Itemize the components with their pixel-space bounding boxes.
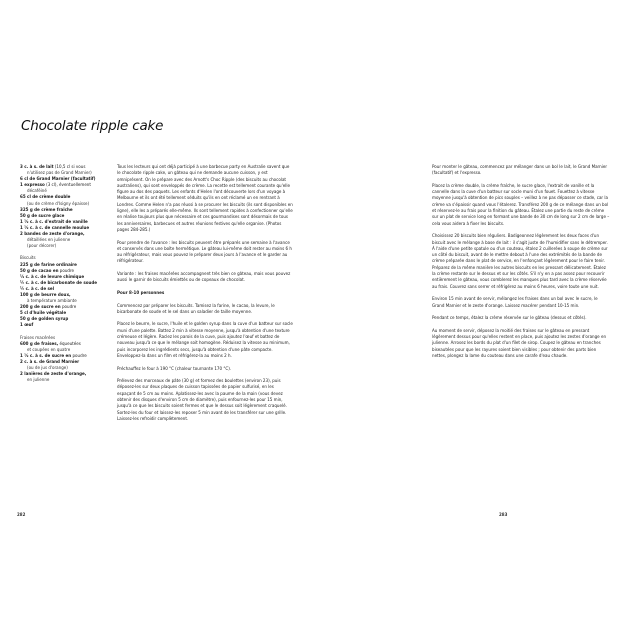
method-step: Placez le beurre, le sucre, l'huile et le golden syrup dans la cuve d'un batteur sur socle muni d'une palette. Battez 2 min à vitesse moyenne, jusqu'à obtention d'une texture crémeuse et légère. Raclez les parois de la cuve, puis ajoutez l'œuf et battez de nouveau jusqu'à ce que le mélange soit homogène. Réduisez la vitesse au minimum, puis incorporez les ingrédients secs, jusqu'à obtention d'une pâte compacte. Enveloppez-la dans un film et réfrigérez-la au moins 2 h.	[117, 321, 293, 358]
page-number-left: 282	[17, 512, 26, 517]
ingredient-quantity: 225 g de farine ordinaire	[20, 261, 77, 267]
ingredient-quantity: 3 c. à s. de lait	[20, 164, 54, 169]
ingredient-quantity: ½ c. à c. de levure chimique	[20, 273, 85, 279]
ingredient-quantity: ¼ c. à c. de sel	[20, 285, 55, 291]
biscuits-heading: Biscuits	[20, 255, 36, 261]
ingredient-quantity: 1 ½ c. à c. d'extrait de vanille	[20, 218, 88, 224]
ingredient-note: poudre	[58, 267, 75, 273]
ingredient-quantity: 50 g de golden syrup	[20, 316, 69, 322]
ingredient-note: décaféiné	[27, 188, 47, 194]
intro-paragraph: Tous les lecteurs qui ont déjà participé à une barbecue party en Australie savent que le chocolate ripple cake, un gâteau qui ne demande aucune cuisson, y est omniprésent. On le prépare avec des Arnott's Choc Ripple (des biscuits au chocolat australiens), qui sont enveloppés de crème. La recette est tellement courante qu'elle figure au dos des paquets. Les enfants d'Helen l'ont découverte lors d'un voyage à Melbourne et ils ont été tellement séduits qu'ils en ont réclamé un en rentrant à Londres. Comme Helen n'a pas réussi à se procurer les biscuits (ils sont disponibles en ligne), elle les a préparés elle-même. Ils sont tellement rapides à confectionner qu'elle en réalise toujours plus que nécessaire et ces gourmandises sont désormais de tous les anniversaires, barbecues et autres réunions festives qu'elle organise. (Photos pages 284-285.)	[117, 164, 293, 232]
method-step: Placez la crème double, la crème fraîche, le sucre glace, l'extrait de vanille et la cannelle dans la cuve d'un batteur sur socle muni d'un fouet. Fouettez à vitesse moyenne jusqu'à obtention de pics souples – veillez à ne pas dépasser ce stade, car la crème va s'épaissir quand vous l'étalerez. Transférez 200 g de ce mélange dans un bol et réservez-le au frais pour la finition du gâteau. Étalez une partie du reste de crème sur un plat de service long en formant une bande de 30 cm de long sur 2 cm de large – cela vous aidera à fixer les biscuits.	[432, 182, 610, 226]
ingredient-quantity: 100 g de beurre doux,	[20, 291, 71, 297]
variant-paragraph: Variante : les fraises macérées accompagnent très bien ce gâteau, mais vous pouvez aussi le garnir de biscuits émiettés ou de copeaux de chocolat.	[117, 271, 291, 283]
ingredient-line	[20, 243, 112, 249]
ingredient-note: poudre	[71, 352, 87, 358]
ingredient-quantity: 2 lanières de zeste d'orange,	[20, 371, 87, 377]
ingredient-quantity: 65 cl de crème double	[20, 194, 71, 200]
ingredient-note: équeutées	[58, 340, 81, 346]
method-step: Choisissez 20 biscuits bien réguliers. Badigeonnez légèrement les deux faces d'un biscuit avec le mélange à base de lait : il s'agit juste de l'humidifier sans le détremper. À l'aide d'une petite spatule ou d'un couteau, étalez 2 cuillerées à soupe de crème sur un côté du biscuit, avant de le mettre debout à l'une des extrémités de la bande de crème préparée dans le plat de service, en l'enfonçant légèrement pour le faire tenir. Préparez de la même manière les autres biscuits en les pressant délicatement. Étalez la crème restante sur le dessus et sur les côtés. S'il n'y en a pas assez pour recouvrir entièrement le gâteau, vous comblerez les manques plus tard avec la crème réservée au frais. Couvrez sans serrer et réfrigérez au moins 6 heures, voire toute une nuit.	[432, 233, 608, 289]
ingredients-biscuits	[20, 262, 112, 329]
ingredient-note: (3 cl), éventuellement	[44, 182, 91, 188]
method-step: Prélevez des morceaux de pâte (30 g) et formez des boulettes (environ 23), puis déposez-les sur deux plaques de cuisson tapissées de papier sulfurisé, en les espaçant de 5 cm au moins. Aplatissez-les avec la paume de la main (vous devez obtenir des disques d'environ 5 cm de diamètre), puis enfournez-les pour 15 min, jusqu'à ce que les biscuits soient fermes et que le dessus soit légèrement craquelé. Sortez-les du four et laissez-les reposer 5 min avant de les transférer sur une grille. Laissez-les refroidir complètement.	[117, 378, 287, 421]
intro-and-method-column	[117, 164, 293, 428]
page-number-right: 283	[499, 512, 508, 517]
recipe-title: Chocolate ripple cake	[21, 118, 164, 134]
ingredient-note: (pour décorer)	[27, 243, 57, 249]
ingredient-quantity: 1 œuf	[20, 322, 34, 328]
ingredients-list	[20, 164, 112, 383]
assembly-method-column	[432, 164, 610, 366]
method-step: Au moment de servir, déposez la moitié des fraises sur le gâteau en pressant légèrement dessus pour qu'elles restent en place, puis ajoutez les zestes d'orange en julienne. Arrosez les bords du plat d'un filet de sirop. Coupez le gâteau en tranches biseautées pour que les rayures soient bien visibles ; pour obtenir des parts bien nettes, plongez la lame du couteau dans une carafe d'eau chaude.	[432, 327, 607, 358]
strawberries-heading: Fraises macérées	[20, 334, 56, 340]
ingredient-quantity: 50 g de cacao en	[20, 267, 59, 273]
ingredient-quantity: 325 g de crème fraîche	[20, 206, 73, 212]
ingredient-note: (10,5 cl si vous	[53, 164, 86, 169]
ingredients-strawberries	[20, 341, 112, 384]
ingredient-note: en julienne	[27, 377, 50, 383]
ingredient-quantity: 5 cl d'huile végétale	[20, 310, 67, 316]
ingredient-quantity: 200 g de sucre en	[20, 304, 61, 310]
ingredient-quantity: 600 g de fraises,	[20, 340, 59, 346]
ingredient-quantity: 1 ½ c. à c. de cannelle moulue	[20, 224, 90, 230]
ingredient-note: (ou de jus d'orange)	[27, 365, 68, 371]
ingredient-line	[20, 377, 112, 383]
ingredient-quantity: 1 expresso	[20, 182, 45, 188]
ingredient-quantity: ¼ c. à c. de bicarbonate de soude	[20, 279, 98, 285]
method-step: Préchauffez le four à 190 °C (chaleur tournante 170 °C).	[117, 365, 232, 371]
ingredient-note: détaillées en julienne	[27, 237, 71, 243]
ingredient-note: n'utilisez pas de Grand Marnier)	[27, 170, 92, 176]
method-step: Commencez par préparer les biscuits. Tamisez la farine, le cacao, la levure, le bicarbonate de soude et le sel dans un saladier de taille moyenne.	[117, 302, 275, 314]
ingredient-note: à température ambiante	[27, 298, 77, 304]
ingredients-main	[20, 164, 112, 249]
ingredient-note: (ou de crème d'Isigny épaisse)	[27, 200, 90, 206]
method-step: Environ 15 min avant de servir, mélangez les fraises dans un bol avec le sucre, le Grand Marnier et le zeste d'orange. Laissez macérer pendant 10-15 min.	[432, 296, 598, 308]
ingredient-note: poudre	[60, 304, 77, 310]
ingredient-quantity: 2 bandes de zeste d'orange,	[20, 231, 85, 237]
method-step: Pour monter le gâteau, commencez par mélanger dans un bol le lait, le Grand Marnier (facultatif) et l'expresso.	[432, 164, 607, 176]
make-ahead-paragraph: Pour prendre de l'avance : les biscuits peuvent être préparés une semaine à l'avance et conservés dans une boîte hermétique. Le gâteau lui-même doit rester au moins 6 h au réfrigérateur, mais vous pouvez le préparer deux jours à l'avance et le garder au réfrigérateur.	[117, 239, 292, 264]
ingredient-quantity: 2 c. à s. de Grand Marnier	[20, 359, 80, 364]
ingredient-quantity: 1 ½ c. à s. de sucre en	[20, 352, 72, 358]
ingredient-note: et coupées en quatre	[27, 346, 71, 352]
ingredient-quantity: 50 g de sucre glace	[20, 212, 65, 218]
serves-label: Pour 8-10 personnes	[117, 289, 165, 295]
ingredient-quantity: 6 cl de Grand Marnier (facultatif)	[20, 176, 96, 182]
ingredient-line	[20, 322, 112, 328]
method-step: Pendant ce temps, étalez la crème réservée sur le gâteau (dessus et côtés).	[432, 315, 587, 321]
